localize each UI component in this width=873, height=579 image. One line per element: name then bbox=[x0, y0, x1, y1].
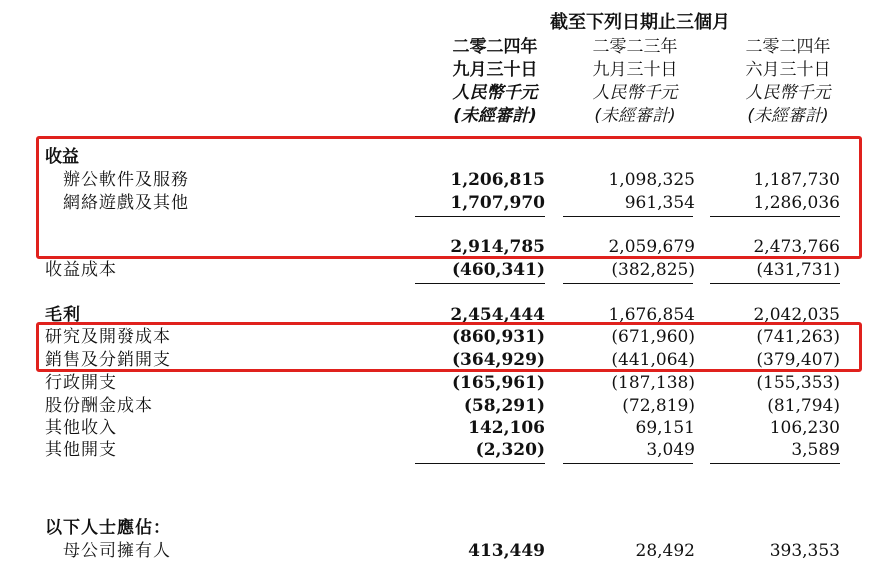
parent-value-col1: 413,449 bbox=[468, 541, 545, 561]
revenue-highlight-box bbox=[36, 136, 862, 259]
col3-currency: 人民幣千元 bbox=[745, 83, 831, 103]
col3-date: 六月三十日 bbox=[745, 60, 831, 80]
selling-value-col3: (379,407) bbox=[756, 350, 840, 370]
rd-value-col2: (671,960) bbox=[611, 327, 695, 347]
divider bbox=[563, 283, 693, 284]
col3-note: (未經審計) bbox=[747, 106, 829, 126]
divider bbox=[710, 283, 840, 284]
revenue-total-col3: 2,473,766 bbox=[753, 237, 840, 257]
admin-value-col3: (155,353) bbox=[756, 373, 840, 393]
divider bbox=[415, 283, 545, 284]
gross-profit-col1: 2,454,444 bbox=[450, 305, 545, 325]
games-value-col2: 961,354 bbox=[624, 193, 695, 213]
other-expense-value-col3: 3,589 bbox=[791, 440, 840, 460]
office-value-col3: 1,187,730 bbox=[753, 170, 840, 190]
col2-date: 九月三十日 bbox=[592, 60, 678, 80]
rd-value-col1: (860,931) bbox=[452, 327, 545, 347]
other-income-value-col1: 142,106 bbox=[468, 418, 545, 438]
row-label-rd: 研究及開發成本 bbox=[45, 327, 171, 347]
revenue-total-col1: 2,914,785 bbox=[450, 237, 545, 257]
col1-year: 二零二四年 bbox=[452, 37, 538, 57]
admin-value-col2: (187,138) bbox=[611, 373, 695, 393]
col2-note: (未經審計) bbox=[594, 106, 676, 126]
share-comp-value-col3: (81,794) bbox=[767, 396, 840, 416]
office-value-col1: 1,206,815 bbox=[450, 170, 545, 190]
row-label-other-expense: 其他開支 bbox=[45, 440, 117, 460]
row-label-admin: 行政開支 bbox=[45, 373, 117, 393]
divider bbox=[710, 463, 840, 464]
row-label-gross-profit: 毛利 bbox=[45, 305, 81, 325]
cost-value-col2: (382,825) bbox=[611, 260, 695, 280]
attributable-title: 以下人士應佔： bbox=[45, 518, 171, 538]
revenue-total-col2: 2,059,679 bbox=[608, 237, 695, 257]
col2-currency: 人民幣千元 bbox=[592, 83, 678, 103]
games-value-col1: 1,707,970 bbox=[450, 193, 545, 213]
share-comp-value-col1: (58,291) bbox=[463, 396, 545, 416]
row-label-office: 辦公軟件及服務 bbox=[63, 170, 189, 190]
period-heading: 截至下列日期止三個月 bbox=[550, 12, 730, 33]
selling-value-col1: (364,929) bbox=[452, 350, 545, 370]
divider bbox=[415, 463, 545, 464]
col3-year: 二零二四年 bbox=[745, 37, 831, 57]
parent-value-col3: 393,353 bbox=[769, 541, 840, 561]
cost-value-col3: (431,731) bbox=[756, 260, 840, 280]
other-expense-value-col1: (2,320) bbox=[475, 440, 545, 460]
share-comp-value-col2: (72,819) bbox=[622, 396, 695, 416]
gross-profit-col3: 2,042,035 bbox=[753, 305, 840, 325]
office-value-col2: 1,098,325 bbox=[608, 170, 695, 190]
row-label-games: 網絡遊戲及其他 bbox=[63, 193, 189, 213]
row-label-other-income: 其他收入 bbox=[45, 418, 117, 438]
admin-value-col1: (165,961) bbox=[452, 373, 545, 393]
row-label-parent: 母公司擁有人 bbox=[63, 541, 171, 561]
parent-value-col2: 28,492 bbox=[635, 541, 695, 561]
other-expense-value-col2: 3,049 bbox=[646, 440, 695, 460]
row-label-share-comp: 股份酬金成本 bbox=[45, 396, 153, 416]
gross-profit-col2: 1,676,854 bbox=[608, 305, 695, 325]
expense-highlight-box bbox=[36, 322, 862, 372]
games-value-col3: 1,286,036 bbox=[753, 193, 840, 213]
col1-currency: 人民幣千元 bbox=[452, 83, 538, 103]
rd-value-col3: (741,263) bbox=[756, 327, 840, 347]
revenue-title: 收益 bbox=[45, 147, 79, 167]
col2-year: 二零二三年 bbox=[592, 37, 678, 57]
col1-note: (未經審計) bbox=[453, 106, 537, 126]
col1-date: 九月三十日 bbox=[452, 60, 538, 80]
row-label-selling: 銷售及分銷開支 bbox=[45, 350, 171, 370]
other-income-value-col3: 106,230 bbox=[769, 418, 840, 438]
cost-value-col1: (460,341) bbox=[452, 260, 545, 280]
divider bbox=[563, 463, 693, 464]
row-label-cost-of-revenue: 收益成本 bbox=[45, 260, 117, 280]
selling-value-col2: (441,064) bbox=[611, 350, 695, 370]
other-income-value-col2: 69,151 bbox=[635, 418, 695, 438]
